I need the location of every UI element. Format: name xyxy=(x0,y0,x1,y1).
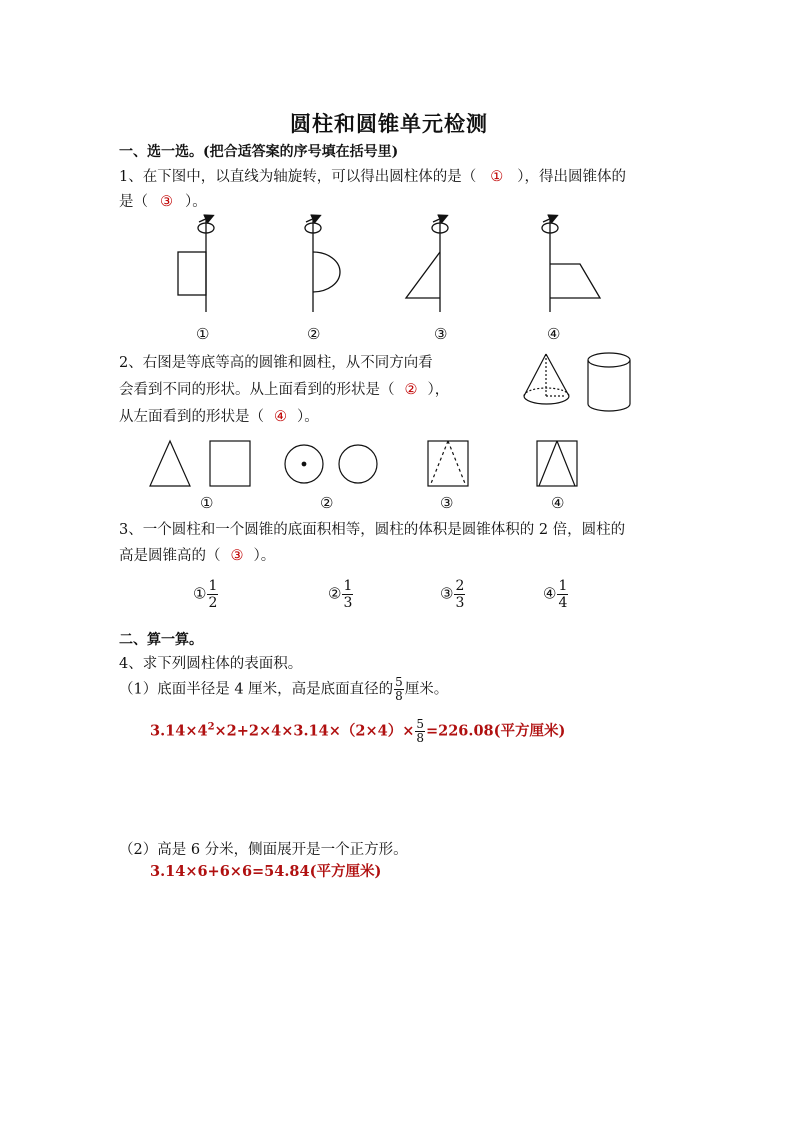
view-square-dashed-triangle xyxy=(428,441,468,486)
q2-text-pre: 会看到不同的形状。从上面看到的形状是（ xyxy=(119,382,395,398)
q4-answer1-frac-num: 5 xyxy=(416,717,424,731)
view-square xyxy=(210,441,250,486)
q2-text-pre3: 从左面看到的形状是（ xyxy=(119,409,264,425)
view-triangle xyxy=(150,441,190,486)
q3-option-1[interactable] xyxy=(193,578,219,611)
q2-label-4: ④ xyxy=(551,494,565,512)
q4-part2: （2）高是 6 分米，侧面展开是一个正方形。 xyxy=(119,842,408,858)
q1-figure-semicircle xyxy=(305,217,340,312)
q3-option-2-den: 3 xyxy=(343,595,353,611)
q4-title: 4、求下列圆柱体的表面积。 xyxy=(119,656,303,672)
q3-option-2[interactable] xyxy=(328,578,354,611)
q2-label-2: ② xyxy=(320,494,334,512)
q4-answer1-mid: ×2+2×4×3.14×（2×4）× xyxy=(214,722,415,740)
q2-text-post3: ）。 xyxy=(297,409,319,425)
q2-label-1: ① xyxy=(200,494,214,512)
q1-line1 xyxy=(119,165,626,186)
q3-option-3-label: ③ xyxy=(440,584,454,603)
q4-part1-text: （1）底面半径是 4 厘米，高是底面直径的 xyxy=(119,681,394,698)
q4-answer1-fraction xyxy=(415,718,425,745)
cone-figure xyxy=(524,354,569,404)
q1-text-pre2: 是（ xyxy=(119,194,148,210)
q3-option-4[interactable] xyxy=(543,578,569,611)
q3-option-2-fraction xyxy=(342,578,353,611)
q1-figures xyxy=(0,212,794,342)
q4-part1-unit: 厘米。 xyxy=(404,681,449,698)
q1-text-pre: 1、在下图中，以直线为轴旋转，可以得出圆柱体的是（ xyxy=(119,169,477,185)
q3-option-4-fraction xyxy=(557,578,568,611)
view-square-triangle xyxy=(537,441,577,486)
q4-answer1 xyxy=(150,718,565,745)
q3-option-3-den: 3 xyxy=(455,595,465,611)
q4-part1-frac-den: 8 xyxy=(395,689,403,703)
q4-answer1-sup: 2 xyxy=(207,721,215,733)
q1-answer-cylinder[interactable]: ① xyxy=(490,169,504,185)
q1-figure-trapezoid xyxy=(542,217,600,312)
section-1-heading: 一、选一选。(把合适答案的序号填在括号里) xyxy=(119,144,399,160)
page-title: 圆柱和圆锥单元检测 xyxy=(290,111,488,136)
q2-line3 xyxy=(119,405,319,426)
q2-solids xyxy=(518,348,658,418)
q3-line1: 3、一个圆柱和一个圆锥的底面积相等，圆柱的体积是圆锥体积的 2 倍，圆柱的 xyxy=(119,522,626,538)
cylinder-figure xyxy=(588,353,630,411)
q1-label-1: ① xyxy=(196,325,210,343)
q2-line1: 2、右图是等底等高的圆锥和圆柱，从不同方向看 xyxy=(119,355,433,371)
q1-label-3: ③ xyxy=(434,325,448,343)
q4-part1-frac-num: 5 xyxy=(395,675,403,689)
q1-answer-cone[interactable]: ③ xyxy=(160,194,173,210)
q3-option-1-den: 2 xyxy=(208,595,218,611)
q3-option-1-label: ① xyxy=(193,584,207,603)
q1-line2 xyxy=(119,190,207,211)
q3-option-4-num: 1 xyxy=(558,578,568,594)
q4-part1-fraction xyxy=(394,676,404,703)
q3-option-3[interactable] xyxy=(440,578,466,611)
q1-figure-triangle xyxy=(406,217,448,312)
q3-option-3-num: 2 xyxy=(455,578,465,594)
q2-views xyxy=(0,438,794,498)
q3-text-post: ）。 xyxy=(253,548,276,564)
q3-option-2-num: 1 xyxy=(343,578,353,594)
q3-line2 xyxy=(119,544,275,565)
q3-option-1-num: 1 xyxy=(208,578,218,594)
q3-option-3-fraction xyxy=(454,578,465,611)
q3-option-4-den: 4 xyxy=(558,595,568,611)
q2-text-post: ）， xyxy=(427,382,450,398)
q2-label-3: ③ xyxy=(440,494,454,512)
q3-text-pre: 高是圆锥高的（ xyxy=(119,548,221,564)
q2-answer-top[interactable]: ② xyxy=(404,382,418,398)
q4-answer1-pre: 3.14×4 xyxy=(150,722,208,740)
q3-option-2-label: ② xyxy=(328,584,342,603)
q1-label-2: ② xyxy=(307,325,321,343)
q4-part1 xyxy=(119,676,448,703)
view-circle xyxy=(339,445,377,483)
q1-figure-rectangle xyxy=(178,217,214,312)
q1-label-4: ④ xyxy=(547,325,561,343)
q1-text-post: ），得出圆锥体的 xyxy=(517,169,626,185)
q4-answer2: 3.14×6+6×6=54.84(平方厘米) xyxy=(150,863,382,880)
q3-answer[interactable]: ③ xyxy=(230,548,244,564)
section-2-heading: 二、算一算。 xyxy=(119,632,203,648)
q3-option-1-fraction xyxy=(207,578,218,611)
q3-option-4-label: ④ xyxy=(543,584,557,603)
q4-answer1-post: =226.08(平方厘米) xyxy=(425,722,566,740)
q4-answer1-frac-den: 8 xyxy=(416,731,424,745)
q2-line2 xyxy=(119,378,449,399)
q1-text-post2: ）。 xyxy=(185,194,207,210)
q2-answer-left[interactable]: ④ xyxy=(274,409,287,425)
